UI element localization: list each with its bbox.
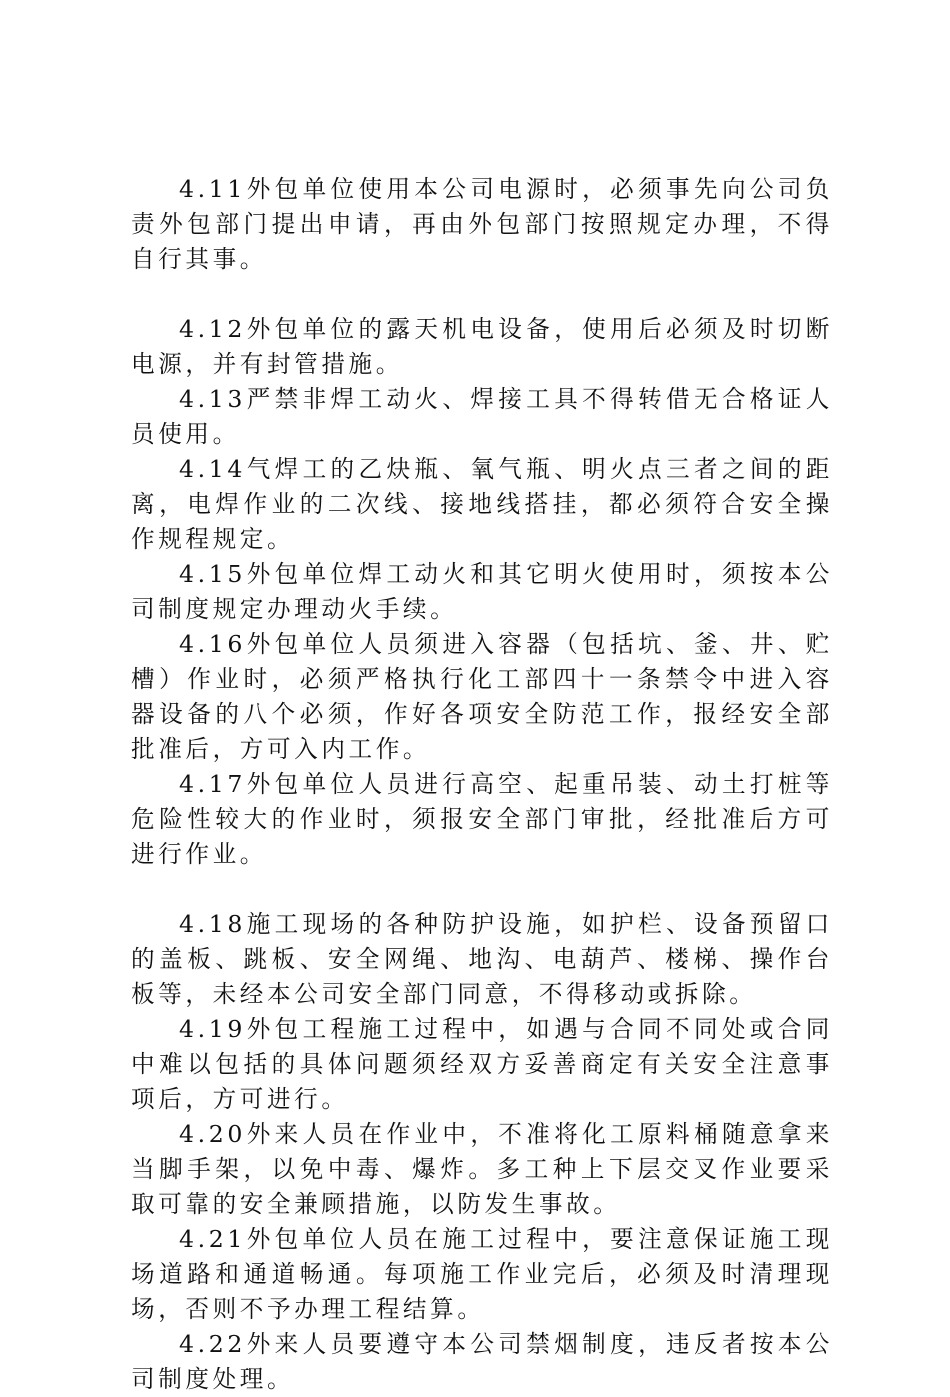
- paragraph-4-17: 4.17外包单位人员进行高空、起重吊装、动土打桩等危险性较大的作业时，须报安全部门审批，经批准后方可进行作业。: [131, 770, 833, 868]
- paragraph-4-11: 4.11外包单位使用本公司电源时，必须事先向公司负责外包部门提出申请，再由外包部门按照规定办理，不得自行其事。: [131, 175, 833, 273]
- document-body: [131, 172, 833, 1397]
- paragraph-4-14: 4.14气焊工的乙炔瓶、氧气瓶、明火点三者之间的距离，电焊作业的二次线、接地线搭挂，都必须符合安全操作规程规定。: [131, 455, 833, 553]
- paragraph-4-19: 4.19外包工程施工过程中，如遇与合同不同处或合同中难以包括的具体问题须经双方妥善商定有关安全注意事项后，方可进行。: [131, 1015, 833, 1113]
- paragraph-4-21: 4.21外包单位人员在施工过程中，要注意保证施工现场道路和通道畅通。每项施工作业完后，必须及时清理现场，否则不予办理工程结算。: [131, 1225, 833, 1323]
- paragraph-4-16: 4.16外包单位人员须进入容器（包括坑、釜、井、贮槽）作业时，必须严格执行化工部四十一条禁令中进入容器设备的八个必须，作好各项安全防范工作，报经安全部批准后，方可入内工作。: [131, 630, 833, 763]
- paragraph-4-15: 4.15外包单位焊工动火和其它明火使用时，须按本公司制度规定办理动火手续。: [131, 560, 833, 623]
- paragraph-4-22: 4.22外来人员要遵守本公司禁烟制度，违反者按本公司制度处理。: [131, 1330, 833, 1393]
- paragraph-4-20: 4.20外来人员在作业中，不准将化工原料桶随意拿来当脚手架，以免中毒、爆炸。多工种上下层交叉作业要采取可靠的安全兼顾措施，以防发生事故。: [131, 1120, 833, 1218]
- paragraph-4-13: 4.13严禁非焊工动火、焊接工具不得转借无合格证人员使用。: [131, 385, 833, 448]
- paragraph-4-12: 4.12外包单位的露天机电设备，使用后必须及时切断电源，并有封管措施。: [131, 315, 833, 378]
- paragraph-4-18: 4.18施工现场的各种防护设施，如护栏、设备预留口的盖板、跳板、安全网绳、地沟、电葫芦、楼梯、操作台板等，未经本公司安全部门同意，不得移动或拆除。: [131, 910, 833, 1008]
